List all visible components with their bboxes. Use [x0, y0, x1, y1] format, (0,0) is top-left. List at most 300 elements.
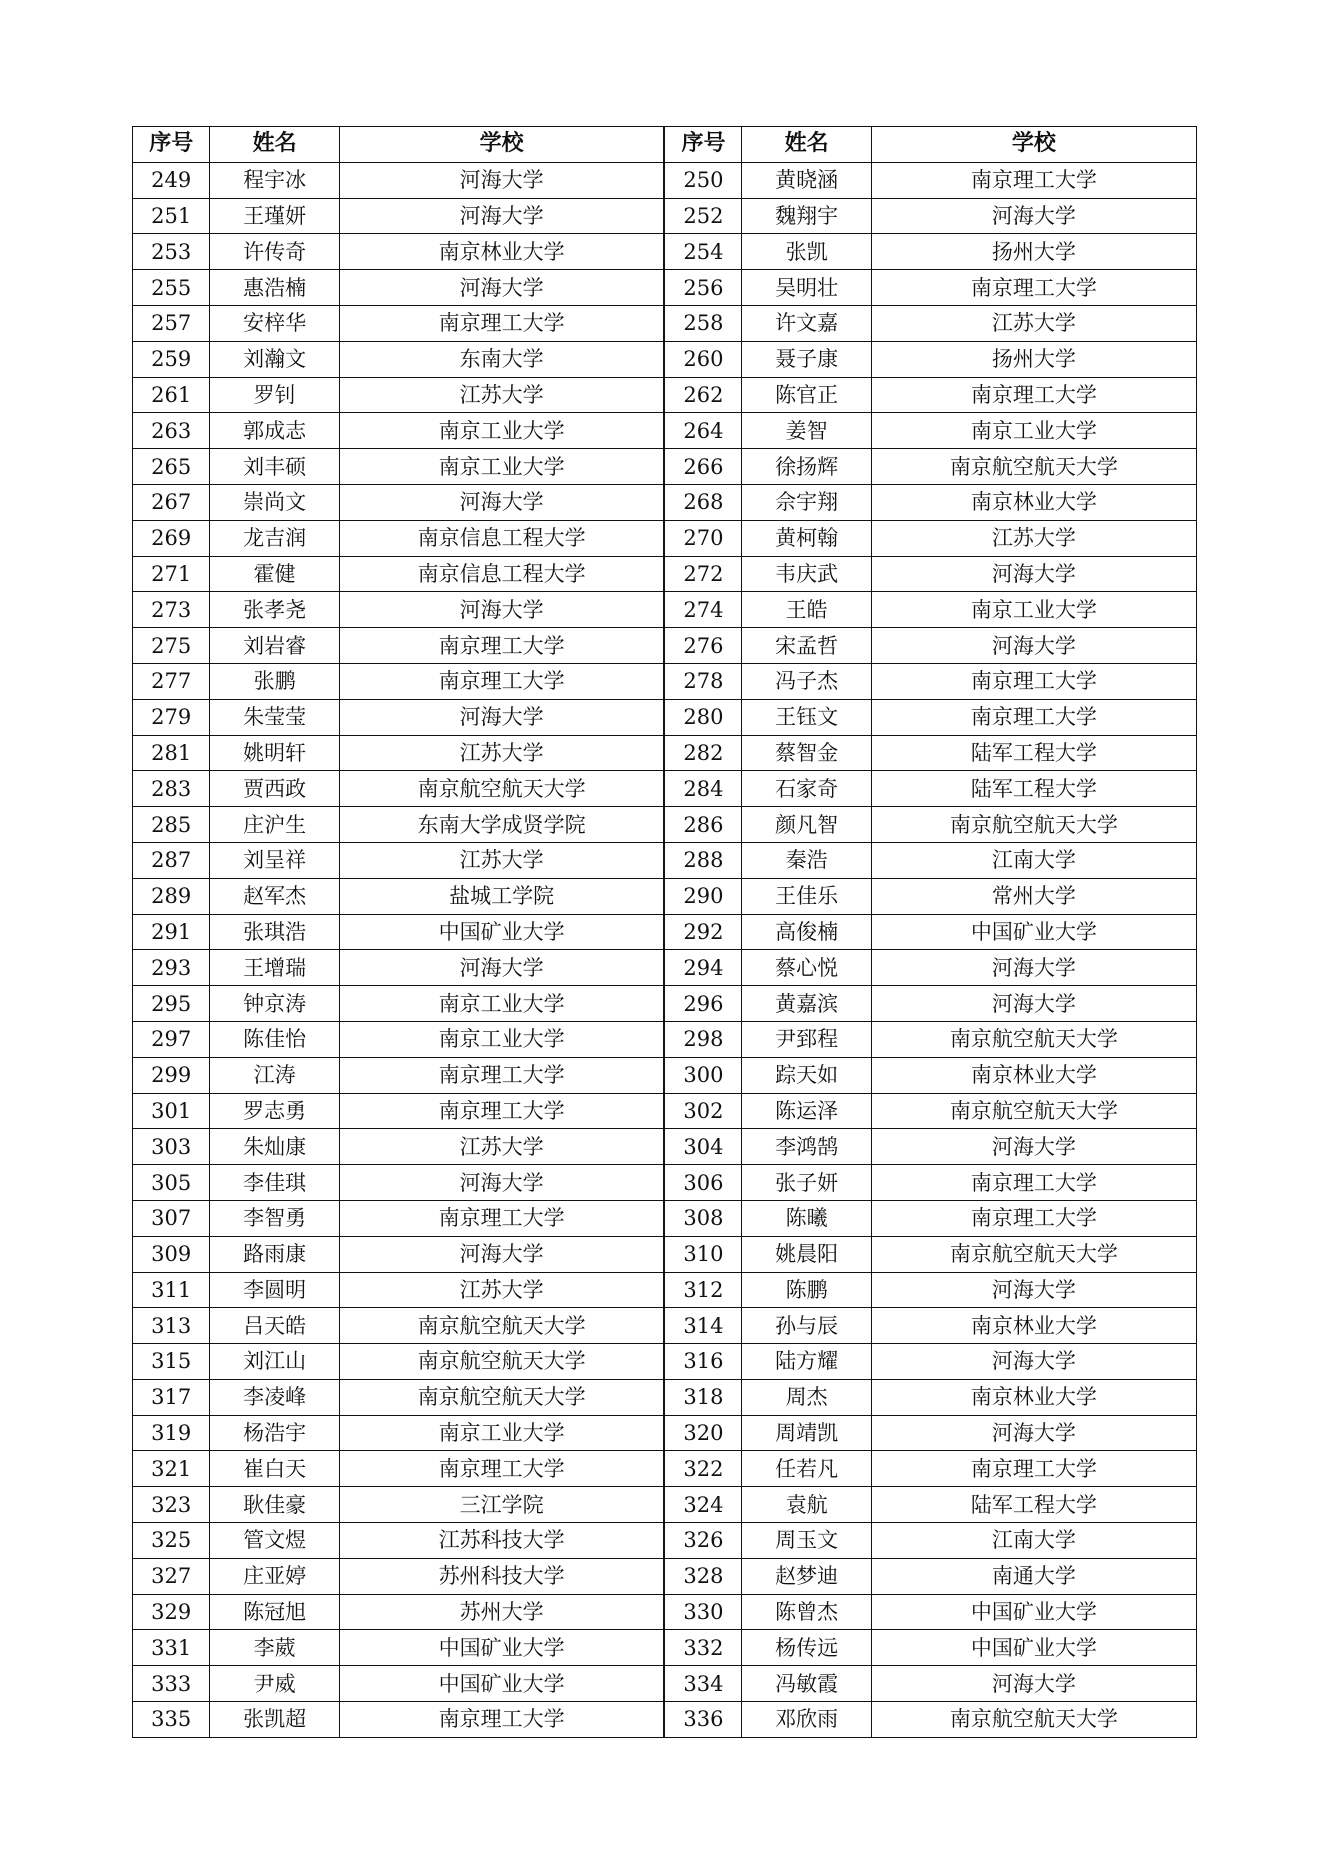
seq-cell: 294 — [664, 950, 741, 986]
school-cell: 河海大学 — [871, 1666, 1196, 1702]
name-cell: 李智勇 — [210, 1200, 339, 1236]
name-cell: 黄晓涵 — [742, 162, 871, 198]
seq-cell: 312 — [664, 1272, 741, 1308]
school-cell: 三江学院 — [339, 1487, 664, 1523]
school-cell: 南京理工大学 — [871, 377, 1196, 413]
table-row — [133, 1129, 1197, 1165]
name-cell: 李佳琪 — [210, 1165, 339, 1201]
seq-cell: 276 — [664, 628, 741, 664]
name-cell: 耿佳豪 — [210, 1487, 339, 1523]
name-cell: 杨传远 — [742, 1630, 871, 1666]
seq-cell: 329 — [133, 1594, 210, 1630]
name-cell: 尹郅程 — [742, 1021, 871, 1057]
table-row — [133, 270, 1197, 306]
name-cell: 邓欣雨 — [742, 1702, 871, 1738]
name-cell: 尹威 — [210, 1666, 339, 1702]
seq-cell: 311 — [133, 1272, 210, 1308]
name-cell: 王钰文 — [742, 699, 871, 735]
school-cell: 陆军工程大学 — [871, 771, 1196, 807]
school-cell: 江苏大学 — [339, 1272, 664, 1308]
school-cell: 南京理工大学 — [339, 1200, 664, 1236]
table-row — [133, 1021, 1197, 1057]
school-cell: 河海大学 — [339, 950, 664, 986]
table-row — [133, 699, 1197, 735]
name-cell: 陆方耀 — [742, 1344, 871, 1380]
seq-cell: 299 — [133, 1057, 210, 1093]
name-cell: 李鸿鹄 — [742, 1129, 871, 1165]
seq-cell: 328 — [664, 1558, 741, 1594]
seq-cell: 264 — [664, 413, 741, 449]
table-row — [133, 1666, 1197, 1702]
table-row — [133, 878, 1197, 914]
table-row — [133, 1558, 1197, 1594]
seq-cell: 283 — [133, 771, 210, 807]
school-cell: 南京理工大学 — [871, 1200, 1196, 1236]
school-cell: 中国矿业大学 — [871, 1630, 1196, 1666]
seq-cell: 331 — [133, 1630, 210, 1666]
name-cell: 罗钊 — [210, 377, 339, 413]
table-row — [133, 1093, 1197, 1129]
seq-cell: 269 — [133, 520, 210, 556]
name-cell: 崔白天 — [210, 1451, 339, 1487]
school-cell: 河海大学 — [871, 950, 1196, 986]
name-cell: 周杰 — [742, 1379, 871, 1415]
table-row — [133, 449, 1197, 485]
name-cell: 蔡智金 — [742, 735, 871, 771]
seq-cell: 308 — [664, 1200, 741, 1236]
seq-cell: 252 — [664, 198, 741, 234]
school-cell: 南京工业大学 — [339, 986, 664, 1022]
seq-cell: 327 — [133, 1558, 210, 1594]
school-cell: 河海大学 — [339, 699, 664, 735]
school-cell: 盐城工学院 — [339, 878, 664, 914]
seq-cell: 282 — [664, 735, 741, 771]
table-row — [133, 1236, 1197, 1272]
name-cell: 赵军杰 — [210, 878, 339, 914]
school-cell: 南京理工大学 — [339, 1451, 664, 1487]
seq-cell: 267 — [133, 484, 210, 520]
table-row — [133, 1630, 1197, 1666]
school-cell: 南京林业大学 — [871, 1308, 1196, 1344]
seq-cell: 278 — [664, 663, 741, 699]
seq-cell: 249 — [133, 162, 210, 198]
name-cell: 程宇冰 — [210, 162, 339, 198]
seq-cell: 305 — [133, 1165, 210, 1201]
seq-cell: 323 — [133, 1487, 210, 1523]
school-cell: 河海大学 — [339, 162, 664, 198]
name-cell: 任若凡 — [742, 1451, 871, 1487]
school-cell: 江南大学 — [871, 1523, 1196, 1559]
school-cell: 南京航空航天大学 — [339, 1379, 664, 1415]
name-cell: 许文嘉 — [742, 305, 871, 341]
name-cell: 石家奇 — [742, 771, 871, 807]
table-row — [133, 1344, 1197, 1380]
seq-cell: 301 — [133, 1093, 210, 1129]
school-cell: 江南大学 — [871, 842, 1196, 878]
seq-cell: 261 — [133, 377, 210, 413]
table-row — [133, 556, 1197, 592]
name-cell: 王佳乐 — [742, 878, 871, 914]
name-cell: 姚晨阳 — [742, 1236, 871, 1272]
name-cell: 宋孟哲 — [742, 628, 871, 664]
name-cell: 张鹏 — [210, 663, 339, 699]
seq-cell: 330 — [664, 1594, 741, 1630]
seq-cell: 289 — [133, 878, 210, 914]
seq-cell: 263 — [133, 413, 210, 449]
header-seq-right: 序号 — [664, 127, 741, 163]
seq-cell: 255 — [133, 270, 210, 306]
school-cell: 河海大学 — [339, 1236, 664, 1272]
name-cell: 高俊楠 — [742, 914, 871, 950]
name-cell: 张孝尧 — [210, 592, 339, 628]
seq-cell: 281 — [133, 735, 210, 771]
school-cell: 南京理工大学 — [871, 270, 1196, 306]
school-cell: 南京航空航天大学 — [871, 449, 1196, 485]
school-cell: 常州大学 — [871, 878, 1196, 914]
school-cell: 中国矿业大学 — [871, 1594, 1196, 1630]
school-cell: 南京航空航天大学 — [871, 1236, 1196, 1272]
seq-cell: 286 — [664, 807, 741, 843]
seq-cell: 303 — [133, 1129, 210, 1165]
school-cell: 河海大学 — [871, 198, 1196, 234]
seq-cell: 304 — [664, 1129, 741, 1165]
school-cell: 河海大学 — [339, 1165, 664, 1201]
school-cell: 南京信息工程大学 — [339, 556, 664, 592]
name-cell: 李圆明 — [210, 1272, 339, 1308]
seq-cell: 315 — [133, 1344, 210, 1380]
seq-cell: 260 — [664, 341, 741, 377]
seq-cell: 336 — [664, 1702, 741, 1738]
seq-cell: 321 — [133, 1451, 210, 1487]
seq-cell: 307 — [133, 1200, 210, 1236]
school-cell: 河海大学 — [871, 1272, 1196, 1308]
name-cell: 魏翔宇 — [742, 198, 871, 234]
school-cell: 南京工业大学 — [871, 413, 1196, 449]
seq-cell: 306 — [664, 1165, 741, 1201]
school-cell: 扬州大学 — [871, 234, 1196, 270]
seq-cell: 253 — [133, 234, 210, 270]
school-cell: 江苏大学 — [339, 842, 664, 878]
name-cell: 踪天如 — [742, 1057, 871, 1093]
school-cell: 中国矿业大学 — [339, 1630, 664, 1666]
name-cell: 李凌峰 — [210, 1379, 339, 1415]
school-cell: 河海大学 — [871, 986, 1196, 1022]
seq-cell: 257 — [133, 305, 210, 341]
name-cell: 霍健 — [210, 556, 339, 592]
school-cell: 南京理工大学 — [339, 1057, 664, 1093]
seq-cell: 268 — [664, 484, 741, 520]
school-cell: 南京航空航天大学 — [871, 1021, 1196, 1057]
seq-cell: 302 — [664, 1093, 741, 1129]
table-row — [133, 520, 1197, 556]
seq-cell: 319 — [133, 1415, 210, 1451]
school-cell: 河海大学 — [339, 270, 664, 306]
school-cell: 南京理工大学 — [339, 663, 664, 699]
name-cell: 姜智 — [742, 413, 871, 449]
seq-cell: 298 — [664, 1021, 741, 1057]
seq-cell: 326 — [664, 1523, 741, 1559]
school-cell: 南京林业大学 — [871, 484, 1196, 520]
table-row — [133, 1487, 1197, 1523]
name-cell: 管文煜 — [210, 1523, 339, 1559]
table-row — [133, 842, 1197, 878]
school-cell: 南京理工大学 — [339, 628, 664, 664]
school-cell: 南京航空航天大学 — [871, 1093, 1196, 1129]
seq-cell: 292 — [664, 914, 741, 950]
school-cell: 南京工业大学 — [871, 592, 1196, 628]
school-cell: 南通大学 — [871, 1558, 1196, 1594]
name-cell: 罗志勇 — [210, 1093, 339, 1129]
school-cell: 陆军工程大学 — [871, 735, 1196, 771]
table-row — [133, 735, 1197, 771]
seq-cell: 259 — [133, 341, 210, 377]
seq-cell: 333 — [133, 1666, 210, 1702]
name-cell: 袁航 — [742, 1487, 871, 1523]
name-cell: 贾西政 — [210, 771, 339, 807]
seq-cell: 297 — [133, 1021, 210, 1057]
seq-cell: 262 — [664, 377, 741, 413]
seq-cell: 265 — [133, 449, 210, 485]
school-cell: 南京理工大学 — [871, 162, 1196, 198]
seq-cell: 318 — [664, 1379, 741, 1415]
school-cell: 江苏大学 — [871, 520, 1196, 556]
table-row — [133, 986, 1197, 1022]
table-row — [133, 1165, 1197, 1201]
school-cell: 东南大学 — [339, 341, 664, 377]
table-row — [133, 1594, 1197, 1630]
name-cell: 周玉文 — [742, 1523, 871, 1559]
name-cell: 路雨康 — [210, 1236, 339, 1272]
table-row — [133, 628, 1197, 664]
name-cell: 徐扬辉 — [742, 449, 871, 485]
school-cell: 南京理工大学 — [871, 663, 1196, 699]
seq-cell: 291 — [133, 914, 210, 950]
school-cell: 南京航空航天大学 — [339, 771, 664, 807]
table-row — [133, 771, 1197, 807]
seq-cell: 332 — [664, 1630, 741, 1666]
school-cell: 河海大学 — [871, 1344, 1196, 1380]
seq-cell: 300 — [664, 1057, 741, 1093]
table-row — [133, 377, 1197, 413]
name-cell: 刘瀚文 — [210, 341, 339, 377]
seq-cell: 314 — [664, 1308, 741, 1344]
name-cell: 冯敏霞 — [742, 1666, 871, 1702]
name-cell: 王增瑞 — [210, 950, 339, 986]
school-cell: 南京理工大学 — [871, 699, 1196, 735]
table-row — [133, 1379, 1197, 1415]
name-cell: 江涛 — [210, 1057, 339, 1093]
name-cell: 朱灿康 — [210, 1129, 339, 1165]
header-seq-left: 序号 — [133, 127, 210, 163]
roster-body — [133, 162, 1197, 1737]
school-cell: 南京航空航天大学 — [339, 1308, 664, 1344]
name-cell: 刘岩睿 — [210, 628, 339, 664]
name-cell: 庄沪生 — [210, 807, 339, 843]
name-cell: 陈运泽 — [742, 1093, 871, 1129]
school-cell: 南京工业大学 — [339, 1415, 664, 1451]
school-cell: 苏州科技大学 — [339, 1558, 664, 1594]
name-cell: 佘宇翔 — [742, 484, 871, 520]
seq-cell: 316 — [664, 1344, 741, 1380]
name-cell: 张凯超 — [210, 1702, 339, 1738]
table-row — [133, 1272, 1197, 1308]
school-cell: 南京林业大学 — [871, 1379, 1196, 1415]
seq-cell: 251 — [133, 198, 210, 234]
seq-cell: 324 — [664, 1487, 741, 1523]
seq-cell: 334 — [664, 1666, 741, 1702]
name-cell: 陈曾杰 — [742, 1594, 871, 1630]
header-row — [133, 127, 1197, 163]
seq-cell: 279 — [133, 699, 210, 735]
seq-cell: 285 — [133, 807, 210, 843]
table-row — [133, 807, 1197, 843]
school-cell: 江苏大学 — [339, 377, 664, 413]
table-row — [133, 162, 1197, 198]
school-cell: 南京工业大学 — [339, 1021, 664, 1057]
seq-cell: 270 — [664, 520, 741, 556]
seq-cell: 287 — [133, 842, 210, 878]
table-row — [133, 198, 1197, 234]
name-cell: 孙与辰 — [742, 1308, 871, 1344]
name-cell: 杨浩宇 — [210, 1415, 339, 1451]
table-row — [133, 1200, 1197, 1236]
school-cell: 南京航空航天大学 — [871, 1702, 1196, 1738]
table-row — [133, 413, 1197, 449]
header-name-left: 姓名 — [210, 127, 339, 163]
seq-cell: 310 — [664, 1236, 741, 1272]
school-cell: 南京航空航天大学 — [339, 1344, 664, 1380]
seq-cell: 293 — [133, 950, 210, 986]
name-cell: 秦浩 — [742, 842, 871, 878]
name-cell: 刘江山 — [210, 1344, 339, 1380]
table-row — [133, 341, 1197, 377]
seq-cell: 275 — [133, 628, 210, 664]
name-cell: 张子妍 — [742, 1165, 871, 1201]
table-row — [133, 1523, 1197, 1559]
name-cell: 张琪浩 — [210, 914, 339, 950]
school-cell: 南京工业大学 — [339, 449, 664, 485]
name-cell: 黄嘉滨 — [742, 986, 871, 1022]
seq-cell: 290 — [664, 878, 741, 914]
name-cell: 王瑾妍 — [210, 198, 339, 234]
school-cell: 南京林业大学 — [871, 1057, 1196, 1093]
seq-cell: 295 — [133, 986, 210, 1022]
school-cell: 河海大学 — [871, 1415, 1196, 1451]
name-cell: 颜凡智 — [742, 807, 871, 843]
school-cell: 江苏大学 — [339, 1129, 664, 1165]
school-cell: 东南大学成贤学院 — [339, 807, 664, 843]
school-cell: 南京理工大学 — [871, 1165, 1196, 1201]
name-cell: 姚明轩 — [210, 735, 339, 771]
table-row — [133, 663, 1197, 699]
name-cell: 郭成志 — [210, 413, 339, 449]
seq-cell: 273 — [133, 592, 210, 628]
table-row — [133, 305, 1197, 341]
name-cell: 安梓华 — [210, 305, 339, 341]
seq-cell: 274 — [664, 592, 741, 628]
seq-cell: 335 — [133, 1702, 210, 1738]
seq-cell: 322 — [664, 1451, 741, 1487]
name-cell: 龙吉润 — [210, 520, 339, 556]
seq-cell: 288 — [664, 842, 741, 878]
name-cell: 陈鹏 — [742, 1272, 871, 1308]
seq-cell: 266 — [664, 449, 741, 485]
table-row — [133, 1702, 1197, 1738]
name-cell: 蔡心悦 — [742, 950, 871, 986]
seq-cell: 258 — [664, 305, 741, 341]
header-school-left: 学校 — [339, 127, 664, 163]
name-cell: 刘丰硕 — [210, 449, 339, 485]
school-cell: 苏州大学 — [339, 1594, 664, 1630]
name-cell: 惠浩楠 — [210, 270, 339, 306]
table-row — [133, 592, 1197, 628]
name-cell: 刘呈祥 — [210, 842, 339, 878]
school-cell: 南京工业大学 — [339, 413, 664, 449]
school-cell: 中国矿业大学 — [339, 1666, 664, 1702]
name-cell: 黄柯翰 — [742, 520, 871, 556]
name-cell: 陈佳怡 — [210, 1021, 339, 1057]
name-cell: 周靖凯 — [742, 1415, 871, 1451]
school-cell: 南京理工大学 — [339, 1093, 664, 1129]
school-cell: 河海大学 — [339, 592, 664, 628]
name-cell: 许传奇 — [210, 234, 339, 270]
name-cell: 吕天皓 — [210, 1308, 339, 1344]
name-cell: 钟京涛 — [210, 986, 339, 1022]
name-cell: 陈曦 — [742, 1200, 871, 1236]
seq-cell: 309 — [133, 1236, 210, 1272]
seq-cell: 256 — [664, 270, 741, 306]
seq-cell: 272 — [664, 556, 741, 592]
school-cell: 扬州大学 — [871, 341, 1196, 377]
name-cell: 庄亚婷 — [210, 1558, 339, 1594]
table-row — [133, 484, 1197, 520]
table-row — [133, 1451, 1197, 1487]
school-cell: 南京理工大学 — [339, 305, 664, 341]
name-cell: 王皓 — [742, 592, 871, 628]
name-cell: 聂子康 — [742, 341, 871, 377]
table-row — [133, 234, 1197, 270]
name-cell: 冯子杰 — [742, 663, 871, 699]
school-cell: 江苏大学 — [871, 305, 1196, 341]
school-cell: 中国矿业大学 — [339, 914, 664, 950]
school-cell: 河海大学 — [871, 556, 1196, 592]
school-cell: 南京航空航天大学 — [871, 807, 1196, 843]
school-cell: 南京信息工程大学 — [339, 520, 664, 556]
seq-cell: 317 — [133, 1379, 210, 1415]
school-cell: 陆军工程大学 — [871, 1487, 1196, 1523]
table-row — [133, 1415, 1197, 1451]
name-cell: 赵梦迪 — [742, 1558, 871, 1594]
roster-table — [132, 126, 1197, 1738]
table-row — [133, 950, 1197, 986]
seq-cell: 313 — [133, 1308, 210, 1344]
school-cell: 河海大学 — [339, 198, 664, 234]
seq-cell: 254 — [664, 234, 741, 270]
name-cell: 朱莹莹 — [210, 699, 339, 735]
school-cell: 河海大学 — [871, 1129, 1196, 1165]
name-cell: 吴明壮 — [742, 270, 871, 306]
header-school-right: 学校 — [871, 127, 1196, 163]
seq-cell: 320 — [664, 1415, 741, 1451]
school-cell: 江苏大学 — [339, 735, 664, 771]
school-cell: 中国矿业大学 — [871, 914, 1196, 950]
school-cell: 江苏科技大学 — [339, 1523, 664, 1559]
seq-cell: 325 — [133, 1523, 210, 1559]
table-row — [133, 1057, 1197, 1093]
seq-cell: 284 — [664, 771, 741, 807]
header-name-right: 姓名 — [742, 127, 871, 163]
name-cell: 陈官正 — [742, 377, 871, 413]
